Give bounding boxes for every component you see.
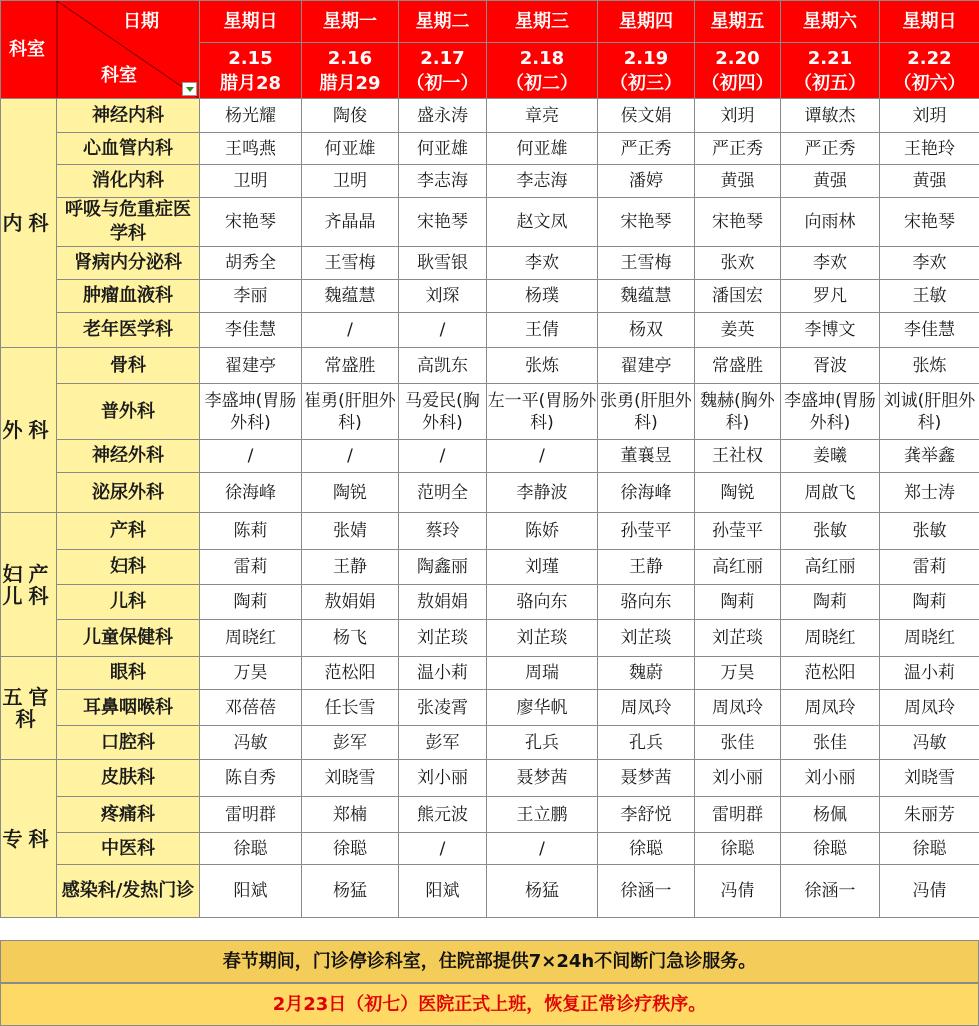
doctor-cell: 冯倩 bbox=[695, 865, 781, 918]
doctor-cell: 周凤玲 bbox=[781, 690, 880, 726]
department-label: 泌尿外科 bbox=[57, 473, 200, 513]
table-row bbox=[1, 657, 979, 690]
doctor-cell: 刘晓雪 bbox=[880, 760, 979, 797]
doctor-cell: 高凯东 bbox=[399, 348, 487, 384]
doctor-cell: 崔勇(肝胆外科) bbox=[302, 384, 399, 440]
doctor-cell: 陶莉 bbox=[781, 585, 880, 620]
doctor-cell: 李志海 bbox=[399, 165, 487, 198]
doctor-cell: 陶莉 bbox=[200, 585, 302, 620]
doctor-cell: 杨佩 bbox=[781, 797, 880, 833]
doctor-cell: / bbox=[399, 833, 487, 865]
doctor-cell: 王鸣燕 bbox=[200, 133, 302, 165]
header-weekday: 星期五 bbox=[695, 1, 781, 43]
table-row bbox=[1, 690, 979, 726]
doctor-cell: 张炼 bbox=[880, 348, 979, 384]
doctor-cell: 王艳玲 bbox=[880, 133, 979, 165]
header-date-lunar: （初六） bbox=[880, 71, 979, 96]
department-label: 神经外科 bbox=[57, 440, 200, 473]
doctor-cell: 郑士涛 bbox=[880, 473, 979, 513]
doctor-cell: 骆向东 bbox=[487, 585, 598, 620]
department-label: 普外科 bbox=[57, 384, 200, 440]
header-date bbox=[399, 43, 487, 99]
doctor-cell: 孔兵 bbox=[598, 726, 695, 760]
doctor-cell: 孔兵 bbox=[487, 726, 598, 760]
department-label: 眼科 bbox=[57, 657, 200, 690]
doctor-cell: 敖娟娟 bbox=[302, 585, 399, 620]
doctor-cell: 周晓红 bbox=[880, 620, 979, 657]
doctor-cell: 刘小丽 bbox=[399, 760, 487, 797]
doctor-cell: 廖华帆 bbox=[487, 690, 598, 726]
header-date bbox=[695, 43, 781, 99]
doctor-cell: 蔡玲 bbox=[399, 513, 487, 550]
doctor-cell: 黄强 bbox=[781, 165, 880, 198]
doctor-cell: 王倩 bbox=[487, 313, 598, 348]
notice-area bbox=[0, 940, 979, 1024]
table-row bbox=[1, 833, 979, 865]
header-date bbox=[880, 43, 979, 99]
header-date-solar: 2.19 bbox=[598, 46, 694, 71]
doctor-cell: 温小莉 bbox=[399, 657, 487, 690]
table-row bbox=[1, 247, 979, 280]
department-label: 消化内科 bbox=[57, 165, 200, 198]
header-corner bbox=[1, 1, 200, 99]
doctor-cell: 徐聪 bbox=[695, 833, 781, 865]
doctor-cell: 马爱民(胸外科) bbox=[399, 384, 487, 440]
doctor-cell: / bbox=[399, 313, 487, 348]
category-label: 五官科 bbox=[1, 657, 57, 760]
doctor-cell: 常盛胜 bbox=[302, 348, 399, 384]
doctor-cell: 耿雪银 bbox=[399, 247, 487, 280]
doctor-cell: 陶莉 bbox=[695, 585, 781, 620]
header-weekday: 星期日 bbox=[880, 1, 979, 43]
doctor-cell: 雷明群 bbox=[200, 797, 302, 833]
table-row bbox=[1, 280, 979, 313]
doctor-cell: 万昊 bbox=[695, 657, 781, 690]
department-label: 口腔科 bbox=[57, 726, 200, 760]
doctor-cell: 李欢 bbox=[880, 247, 979, 280]
doctor-cell: 宋艳琴 bbox=[399, 198, 487, 247]
department-label: 儿童保健科 bbox=[57, 620, 200, 657]
doctor-cell: 张敏 bbox=[880, 513, 979, 550]
doctor-cell: / bbox=[399, 440, 487, 473]
department-label: 中医科 bbox=[57, 833, 200, 865]
header-date-lunar: （初三） bbox=[598, 71, 694, 96]
doctor-cell: 胥波 bbox=[781, 348, 880, 384]
doctor-cell: 李博文 bbox=[781, 313, 880, 348]
doctor-cell: 徐聪 bbox=[302, 833, 399, 865]
table-row bbox=[1, 440, 979, 473]
department-label: 呼吸与危重症医学科 bbox=[57, 198, 200, 247]
header-date-lunar: （初四） bbox=[695, 71, 780, 96]
doctor-cell: 张佳 bbox=[695, 726, 781, 760]
doctor-cell: 任长雪 bbox=[302, 690, 399, 726]
department-label: 老年医学科 bbox=[57, 313, 200, 348]
header-date-solar: 2.21 bbox=[781, 46, 879, 71]
doctor-cell: 陈莉 bbox=[200, 513, 302, 550]
doctor-cell: 李欢 bbox=[781, 247, 880, 280]
category-label: 专科 bbox=[1, 760, 57, 918]
doctor-cell: 张敏 bbox=[781, 513, 880, 550]
header-date-solar: 2.18 bbox=[487, 46, 597, 71]
doctor-cell: 徐聪 bbox=[781, 833, 880, 865]
doctor-cell: 王社权 bbox=[695, 440, 781, 473]
department-label: 皮肤科 bbox=[57, 760, 200, 797]
doctor-cell: 邓蓓蓓 bbox=[200, 690, 302, 726]
header-date bbox=[487, 43, 598, 99]
table-row bbox=[1, 585, 979, 620]
doctor-cell: 李舒悦 bbox=[598, 797, 695, 833]
doctor-cell: 刘芷琰 bbox=[487, 620, 598, 657]
doctor-cell: 陶鑫丽 bbox=[399, 550, 487, 585]
filter-dropdown-icon[interactable] bbox=[182, 82, 197, 96]
category-label: 妇产儿科 bbox=[1, 513, 57, 657]
corner-date-label: 日期 bbox=[123, 11, 159, 33]
doctor-cell: 陈娇 bbox=[487, 513, 598, 550]
doctor-cell: 徐聪 bbox=[880, 833, 979, 865]
header-weekday: 星期三 bbox=[487, 1, 598, 43]
doctor-cell: 黄强 bbox=[880, 165, 979, 198]
doctor-cell: 李志海 bbox=[487, 165, 598, 198]
notice-holiday-service: 春节期间，门诊停诊科室，住院部提供7×24h不间断门急诊服务。 bbox=[0, 940, 979, 983]
doctor-cell: 冯敏 bbox=[200, 726, 302, 760]
doctor-cell: 卫明 bbox=[302, 165, 399, 198]
table-row bbox=[1, 865, 979, 918]
doctor-cell: 宋艳琴 bbox=[695, 198, 781, 247]
header-date bbox=[200, 43, 302, 99]
doctor-cell: / bbox=[487, 833, 598, 865]
doctor-cell: 杨光耀 bbox=[200, 99, 302, 133]
department-label: 儿科 bbox=[57, 585, 200, 620]
doctor-cell: 王静 bbox=[598, 550, 695, 585]
header-date bbox=[781, 43, 880, 99]
doctor-cell: 张佳 bbox=[781, 726, 880, 760]
table-row bbox=[1, 133, 979, 165]
doctor-cell: 聂梦茜 bbox=[598, 760, 695, 797]
doctor-cell: 周凤玲 bbox=[598, 690, 695, 726]
doctor-cell: 范松阳 bbox=[302, 657, 399, 690]
doctor-cell: 周瑞 bbox=[487, 657, 598, 690]
header-date bbox=[302, 43, 399, 99]
doctor-cell: 魏蔚 bbox=[598, 657, 695, 690]
doctor-cell: 周晓红 bbox=[781, 620, 880, 657]
doctor-cell: 左一平(胃肠外科) bbox=[487, 384, 598, 440]
doctor-cell: 胡秀全 bbox=[200, 247, 302, 280]
doctor-cell: 阳斌 bbox=[200, 865, 302, 918]
doctor-cell: 宋艳琴 bbox=[880, 198, 979, 247]
header-date-solar: 2.16 bbox=[302, 46, 398, 71]
doctor-cell: 敖娟娟 bbox=[399, 585, 487, 620]
doctor-cell: 何亚雄 bbox=[302, 133, 399, 165]
doctor-cell: / bbox=[487, 440, 598, 473]
doctor-cell: 常盛胜 bbox=[695, 348, 781, 384]
category-label: 外科 bbox=[1, 348, 57, 513]
header-weekday: 星期二 bbox=[399, 1, 487, 43]
doctor-cell: 李丽 bbox=[200, 280, 302, 313]
table-row bbox=[1, 550, 979, 585]
doctor-cell: 刘芷琰 bbox=[598, 620, 695, 657]
doctor-cell: 徐聪 bbox=[200, 833, 302, 865]
doctor-cell: 温小莉 bbox=[880, 657, 979, 690]
doctor-cell: 严正秀 bbox=[781, 133, 880, 165]
doctor-cell: 雷明群 bbox=[695, 797, 781, 833]
doctor-cell: 彭军 bbox=[302, 726, 399, 760]
header-date-solar: 2.15 bbox=[200, 46, 301, 71]
table-row bbox=[1, 513, 979, 550]
doctor-cell: 王雪梅 bbox=[598, 247, 695, 280]
doctor-cell: 冯倩 bbox=[880, 865, 979, 918]
table-row bbox=[1, 384, 979, 440]
doctor-cell: 向雨林 bbox=[781, 198, 880, 247]
header-date-lunar: （初五） bbox=[781, 71, 879, 96]
doctor-cell: 潘国宏 bbox=[695, 280, 781, 313]
doctor-cell: 张欢 bbox=[695, 247, 781, 280]
doctor-cell: 熊元波 bbox=[399, 797, 487, 833]
doctor-cell: 朱丽芳 bbox=[880, 797, 979, 833]
doctor-cell: 卫明 bbox=[200, 165, 302, 198]
doctor-cell: 宋艳琴 bbox=[200, 198, 302, 247]
table-row bbox=[1, 473, 979, 513]
doctor-cell: 雷莉 bbox=[880, 550, 979, 585]
doctor-cell: 严正秀 bbox=[695, 133, 781, 165]
doctor-cell: 杨璞 bbox=[487, 280, 598, 313]
table-row bbox=[1, 726, 979, 760]
department-label: 妇科 bbox=[57, 550, 200, 585]
doctor-cell: 刘琛 bbox=[399, 280, 487, 313]
doctor-cell: 徐聪 bbox=[598, 833, 695, 865]
doctor-cell: 刘玥 bbox=[695, 99, 781, 133]
doctor-cell: 罗凡 bbox=[781, 280, 880, 313]
doctor-cell: 章亮 bbox=[487, 99, 598, 133]
doctor-cell: 范松阳 bbox=[781, 657, 880, 690]
header-weekday: 星期日 bbox=[200, 1, 302, 43]
doctor-cell: 雷莉 bbox=[200, 550, 302, 585]
header-date-solar: 2.17 bbox=[399, 46, 486, 71]
doctor-cell: 彭军 bbox=[399, 726, 487, 760]
department-label: 骨科 bbox=[57, 348, 200, 384]
doctor-cell: 周凤玲 bbox=[695, 690, 781, 726]
header-weekday: 星期一 bbox=[302, 1, 399, 43]
header-date bbox=[598, 43, 695, 99]
doctor-cell: 刘芷琰 bbox=[399, 620, 487, 657]
doctor-cell: 徐涵一 bbox=[598, 865, 695, 918]
doctor-cell: 王雪梅 bbox=[302, 247, 399, 280]
doctor-cell: 何亚雄 bbox=[487, 133, 598, 165]
doctor-cell: 孙莹平 bbox=[598, 513, 695, 550]
doctor-cell: 李佳慧 bbox=[880, 313, 979, 348]
doctor-cell: 郑楠 bbox=[302, 797, 399, 833]
header-date-lunar: 腊月28 bbox=[200, 71, 301, 96]
doctor-cell: 刘诚(肝胆外科) bbox=[880, 384, 979, 440]
header-date-lunar: 腊月29 bbox=[302, 71, 398, 96]
doctor-cell: 李盛坤(胃肠外科) bbox=[781, 384, 880, 440]
doctor-cell: 黄强 bbox=[695, 165, 781, 198]
header-date-solar: 2.20 bbox=[695, 46, 780, 71]
doctor-cell: 王敏 bbox=[880, 280, 979, 313]
table-row bbox=[1, 313, 979, 348]
doctor-cell: 潘婷 bbox=[598, 165, 695, 198]
department-label: 耳鼻咽喉科 bbox=[57, 690, 200, 726]
doctor-cell: / bbox=[200, 440, 302, 473]
department-label: 心血管内科 bbox=[57, 133, 200, 165]
doctor-cell: 张勇(肝胆外科) bbox=[598, 384, 695, 440]
doctor-cell: 何亚雄 bbox=[399, 133, 487, 165]
department-label: 疼痛科 bbox=[57, 797, 200, 833]
doctor-cell: 董襄昱 bbox=[598, 440, 695, 473]
doctor-cell: 孙莹平 bbox=[695, 513, 781, 550]
doctor-cell: 李盛坤(胃肠外科) bbox=[200, 384, 302, 440]
doctor-cell: 刘小丽 bbox=[781, 760, 880, 797]
doctor-cell: 翟建亭 bbox=[200, 348, 302, 384]
table-row bbox=[1, 99, 979, 133]
doctor-cell: 王静 bbox=[302, 550, 399, 585]
table-row bbox=[1, 620, 979, 657]
doctor-cell: 刘芷琰 bbox=[695, 620, 781, 657]
doctor-cell: 陶莉 bbox=[880, 585, 979, 620]
doctor-cell: 聂梦茜 bbox=[487, 760, 598, 797]
doctor-cell: 宋艳琴 bbox=[598, 198, 695, 247]
department-label: 肿瘤血液科 bbox=[57, 280, 200, 313]
doctor-cell: 刘瑾 bbox=[487, 550, 598, 585]
doctor-cell: 魏蕴慧 bbox=[302, 280, 399, 313]
doctor-cell: 龚举鑫 bbox=[880, 440, 979, 473]
doctor-cell: 高红丽 bbox=[695, 550, 781, 585]
doctor-cell: / bbox=[302, 313, 399, 348]
doctor-cell: 魏蕴慧 bbox=[598, 280, 695, 313]
doctor-cell: 陶锐 bbox=[302, 473, 399, 513]
doctor-cell: / bbox=[302, 440, 399, 473]
doctor-cell: 周啟飞 bbox=[781, 473, 880, 513]
doctor-cell: 杨双 bbox=[598, 313, 695, 348]
doctor-cell: 魏赫(胸外科) bbox=[695, 384, 781, 440]
doctor-cell: 刘玥 bbox=[880, 99, 979, 133]
doctor-cell: 高红丽 bbox=[781, 550, 880, 585]
doctor-cell: 杨猛 bbox=[302, 865, 399, 918]
department-label: 感染科/发热门诊 bbox=[57, 865, 200, 918]
department-label: 肾病内分泌科 bbox=[57, 247, 200, 280]
category-label: 内科 bbox=[1, 99, 57, 348]
header-date-lunar: （初二） bbox=[487, 71, 597, 96]
doctor-cell: 侯文娟 bbox=[598, 99, 695, 133]
notice-resume-work: 2月23日（初七）医院正式上班，恢复正常诊疗秩序。 bbox=[0, 983, 979, 1026]
corner-dept-sub-label: 科室 bbox=[101, 65, 137, 87]
doctor-cell: 翟建亭 bbox=[598, 348, 695, 384]
header-date-solar: 2.22 bbox=[880, 46, 979, 71]
doctor-cell: 盛永涛 bbox=[399, 99, 487, 133]
doctor-cell: 谭敏杰 bbox=[781, 99, 880, 133]
doctor-cell: 徐海峰 bbox=[598, 473, 695, 513]
doctor-cell: 周凤玲 bbox=[880, 690, 979, 726]
doctor-cell: 刘晓雪 bbox=[302, 760, 399, 797]
doctor-cell: 徐涵一 bbox=[781, 865, 880, 918]
doctor-cell: 杨飞 bbox=[302, 620, 399, 657]
doctor-cell: 万昊 bbox=[200, 657, 302, 690]
table-row bbox=[1, 198, 979, 247]
doctor-cell: 李静波 bbox=[487, 473, 598, 513]
department-label: 产科 bbox=[57, 513, 200, 550]
doctor-cell: 范明全 bbox=[399, 473, 487, 513]
table-row bbox=[1, 760, 979, 797]
doctor-cell: 张炼 bbox=[487, 348, 598, 384]
doctor-cell: 周晓红 bbox=[200, 620, 302, 657]
doctor-cell: 王立鹏 bbox=[487, 797, 598, 833]
doctor-cell: 张婧 bbox=[302, 513, 399, 550]
doctor-cell: 齐晶晶 bbox=[302, 198, 399, 247]
table-row bbox=[1, 348, 979, 384]
header-weekday: 星期六 bbox=[781, 1, 880, 43]
table-row bbox=[1, 797, 979, 833]
doctor-cell: 李欢 bbox=[487, 247, 598, 280]
corner-dept-label: 科室 bbox=[9, 39, 45, 61]
doctor-cell: 阳斌 bbox=[399, 865, 487, 918]
table-row bbox=[1, 165, 979, 198]
doctor-cell: 严正秀 bbox=[598, 133, 695, 165]
doctor-cell: 陈自秀 bbox=[200, 760, 302, 797]
doctor-cell: 杨猛 bbox=[487, 865, 598, 918]
doctor-cell: 陶锐 bbox=[695, 473, 781, 513]
doctor-cell: 张凌霄 bbox=[399, 690, 487, 726]
department-label: 神经内科 bbox=[57, 99, 200, 133]
header-weekday: 星期四 bbox=[598, 1, 695, 43]
doctor-cell: 冯敏 bbox=[880, 726, 979, 760]
doctor-cell: 徐海峰 bbox=[200, 473, 302, 513]
header-date-lunar: （初一） bbox=[399, 71, 486, 96]
doctor-cell: 刘小丽 bbox=[695, 760, 781, 797]
doctor-cell: 赵文凤 bbox=[487, 198, 598, 247]
doctor-cell: 李佳慧 bbox=[200, 313, 302, 348]
doctor-cell: 骆向东 bbox=[598, 585, 695, 620]
doctor-cell: 陶俊 bbox=[302, 99, 399, 133]
doctor-cell: 姜英 bbox=[695, 313, 781, 348]
doctor-cell: 姜曦 bbox=[781, 440, 880, 473]
